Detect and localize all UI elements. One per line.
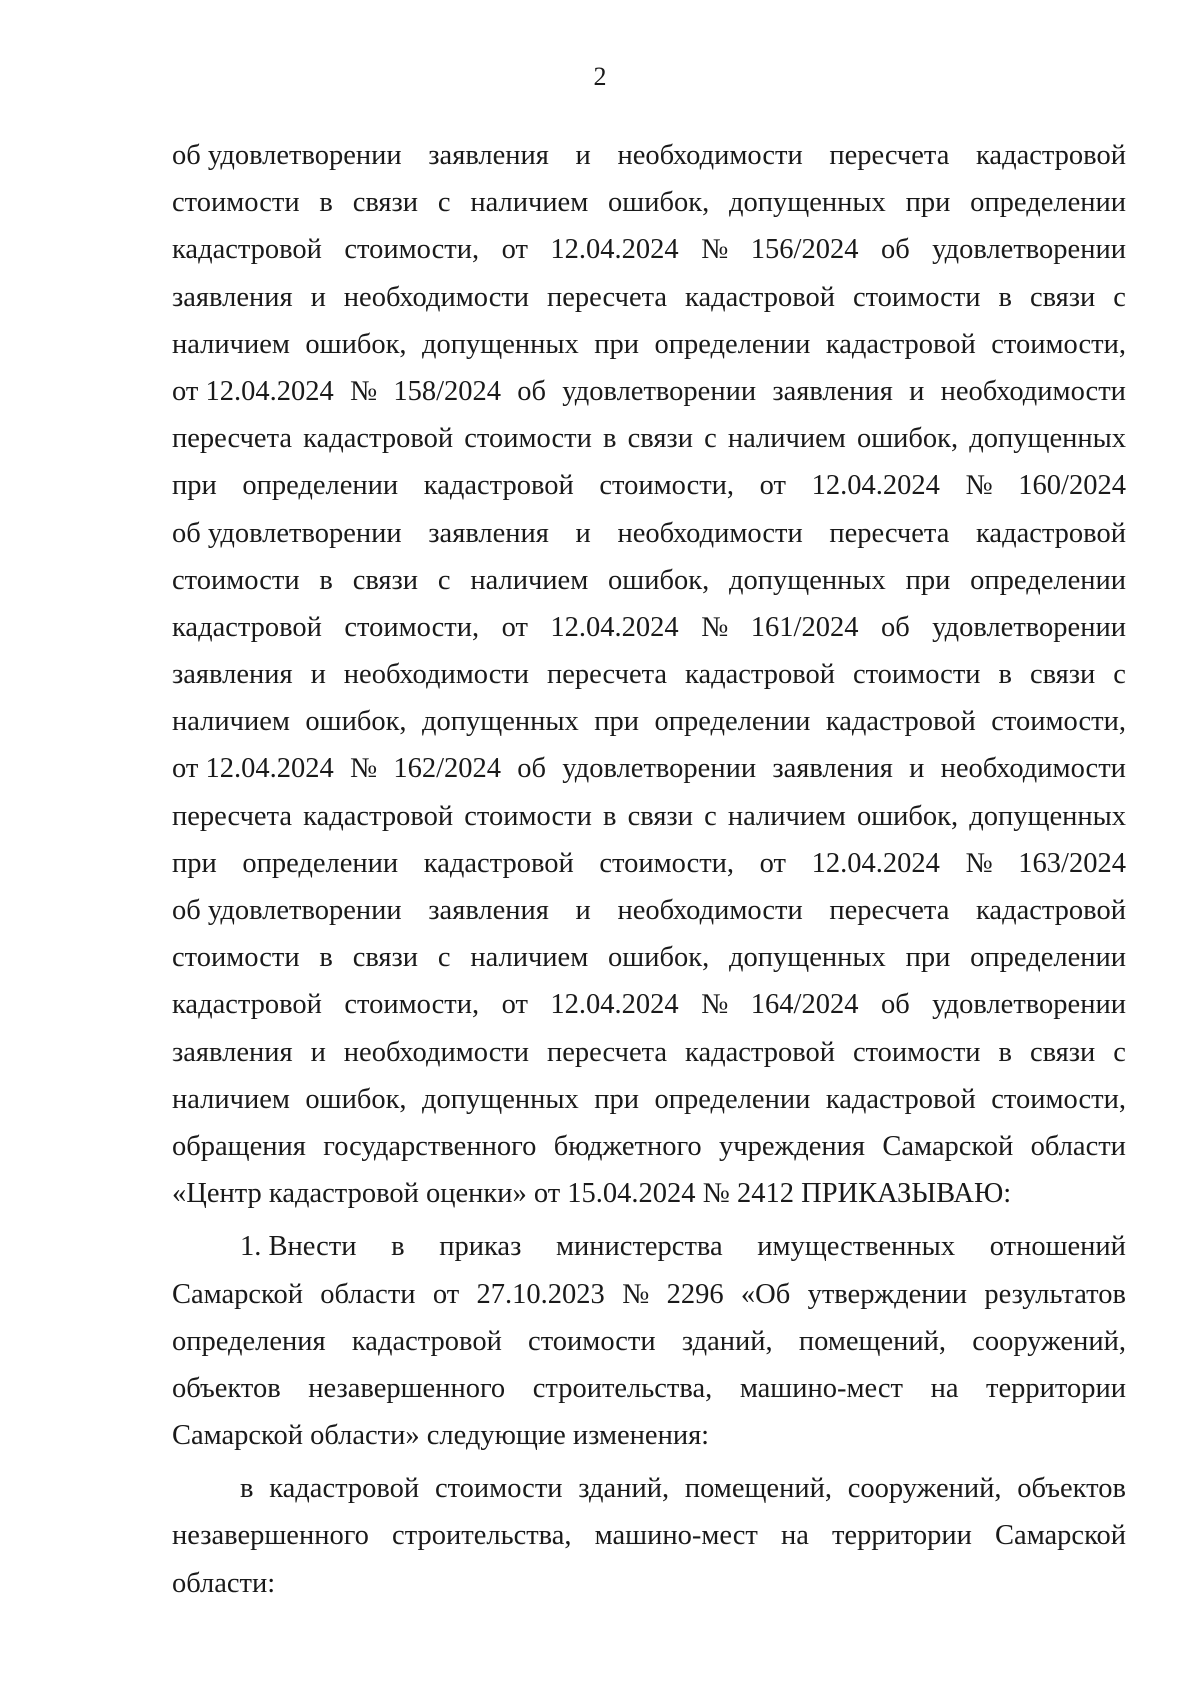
word: сооружений, <box>972 1325 1126 1357</box>
word: заявления <box>772 753 893 785</box>
word: № <box>349 375 378 407</box>
word: Самарской <box>172 1278 303 1310</box>
word: заявления <box>428 517 549 549</box>
word: в <box>998 281 1012 313</box>
text-line <box>172 698 1126 745</box>
word: в <box>602 800 617 832</box>
word: кадастровой <box>825 1083 976 1115</box>
page-number: 2 <box>593 62 607 91</box>
word: от <box>759 847 787 879</box>
word: об <box>517 375 547 407</box>
word: с <box>437 187 451 219</box>
word: № <box>965 847 993 879</box>
word: имущественных <box>757 1231 956 1263</box>
text-line <box>172 840 1126 887</box>
word: пересчета <box>547 659 668 691</box>
word: пересчета <box>172 423 293 455</box>
word: наличием <box>470 564 589 596</box>
paragraph-subsection <box>172 1465 1126 1607</box>
word: «Центр кадастровой оценки» от 15.04.2024 № 2412 ПРИКАЗЫВАЮ: <box>172 1178 1012 1210</box>
word: связи <box>352 187 419 219</box>
word: объектов <box>1017 1473 1126 1505</box>
word: определении <box>970 564 1126 596</box>
word: кадастровой <box>976 895 1126 926</box>
word: и <box>909 753 925 785</box>
word: заявления <box>172 281 293 313</box>
word: в <box>602 423 617 455</box>
word: в <box>998 1036 1012 1068</box>
word: стоимости <box>172 942 300 974</box>
word: от 12.04.2024 <box>172 375 334 407</box>
word: 162/2024 <box>393 753 502 785</box>
word: необходимости <box>343 1036 530 1068</box>
word: и <box>575 140 591 171</box>
word: стоимости, <box>599 847 735 879</box>
word: стоимости, <box>991 328 1126 360</box>
word: об удовлетворении <box>172 517 402 549</box>
text-line <box>172 1365 1126 1412</box>
word: наличием <box>172 328 290 360</box>
word: наличием <box>172 706 290 738</box>
word: с <box>704 423 717 455</box>
word: кадастровой <box>976 140 1126 171</box>
word: определении <box>654 328 811 360</box>
word: при <box>172 847 217 879</box>
word: при <box>905 564 951 596</box>
word: необходимости <box>343 281 530 313</box>
word: от <box>501 989 528 1021</box>
word: стоимости <box>852 1036 981 1068</box>
word: в <box>319 942 333 974</box>
word: с <box>437 942 451 974</box>
text-line <box>172 651 1126 698</box>
word: объектов <box>172 1372 281 1404</box>
word: с <box>1113 1036 1126 1068</box>
word: с <box>1113 281 1126 313</box>
word: при <box>172 470 217 502</box>
word: заявления <box>772 375 893 407</box>
word: удовлетворении <box>932 989 1126 1021</box>
word: кадастровой <box>303 800 454 832</box>
text-line <box>172 934 1126 981</box>
word: связи <box>352 564 419 596</box>
word: учреждения <box>719 1130 865 1162</box>
text-line <box>172 793 1126 840</box>
word: от <box>501 611 528 643</box>
word: зданий, <box>681 1325 773 1357</box>
word: связи <box>1029 1036 1096 1068</box>
word: допущенных <box>729 187 886 219</box>
word: стоимости <box>528 1325 656 1357</box>
word: результатов <box>984 1278 1126 1310</box>
word: при <box>905 942 951 974</box>
word: приказ <box>439 1231 522 1263</box>
text-line <box>172 1223 1126 1270</box>
word: стоимости, <box>344 234 480 266</box>
word: кадастровой <box>172 989 322 1021</box>
word: наличием <box>470 187 589 219</box>
word: утверждении <box>807 1278 968 1310</box>
word: связи <box>352 942 419 974</box>
word: с <box>437 564 451 596</box>
word: допущенных <box>969 423 1126 455</box>
word: ошибок, <box>856 423 959 455</box>
text-line <box>172 274 1126 321</box>
text-line <box>172 179 1126 226</box>
word: области <box>1030 1130 1126 1162</box>
word: об <box>880 611 910 643</box>
word: и <box>310 659 326 691</box>
word: кадастровой <box>423 847 574 879</box>
text-line <box>172 1318 1126 1365</box>
word: и <box>575 895 591 926</box>
word: пересчета <box>172 800 293 832</box>
text-line <box>172 1076 1126 1123</box>
word: 12.04.2024 <box>811 470 940 502</box>
word: стоимости, <box>991 1083 1126 1115</box>
word: допущенных <box>969 800 1126 832</box>
word: наличием <box>470 942 589 974</box>
word: 12.04.2024 <box>550 234 679 266</box>
text-line <box>172 745 1126 792</box>
word: удовлетворении <box>562 753 757 785</box>
word: кадастровой <box>172 611 322 643</box>
word: стоимости, <box>344 611 480 643</box>
word: об удовлетворении <box>172 140 402 171</box>
text-line <box>172 1560 1126 1607</box>
word: на <box>930 1372 959 1404</box>
text-line <box>172 321 1126 368</box>
word: и <box>310 281 326 313</box>
word: кадастровой <box>303 423 454 455</box>
word: ошибок, <box>856 800 959 832</box>
word: № <box>701 234 729 266</box>
word: 163/2024 <box>1018 847 1126 879</box>
word: № <box>701 611 729 643</box>
word: Самарской <box>995 1520 1126 1552</box>
word: кадастровой <box>351 1325 502 1357</box>
word: при <box>594 328 640 360</box>
word: стоимости <box>172 187 300 219</box>
word: от <box>759 470 787 502</box>
word: незавершенного <box>172 1520 369 1552</box>
word: № <box>622 1278 650 1310</box>
word: 12.04.2024 <box>550 989 679 1021</box>
text-line <box>172 462 1126 509</box>
word: определении <box>654 706 811 738</box>
word: незавершенного <box>308 1372 506 1404</box>
word: в <box>391 1231 405 1263</box>
word: определении <box>970 942 1126 974</box>
word: и <box>575 517 591 549</box>
word: кадастровой <box>423 470 574 502</box>
word: ошибок, <box>608 187 710 219</box>
word: 158/2024 <box>393 375 502 407</box>
word: наличием <box>172 1083 290 1115</box>
word: от 12.04.2024 <box>172 753 334 785</box>
word: допущенных <box>729 942 886 974</box>
paragraph-continuation <box>172 132 1126 1217</box>
word: обращения <box>172 1130 306 1162</box>
word: кадастровой <box>172 234 322 266</box>
word: при <box>905 187 951 219</box>
word: Самарской области» следующие изменения: <box>172 1420 710 1452</box>
word: стоимости, <box>991 706 1126 738</box>
word: Самарской <box>882 1130 1014 1162</box>
word: государственного <box>323 1130 537 1162</box>
word: кадастровой <box>825 706 976 738</box>
word: связи <box>1029 659 1096 691</box>
word: стоимости <box>852 281 981 313</box>
text-line <box>172 226 1126 273</box>
word: ошибок, <box>305 328 407 360</box>
word: 164/2024 <box>750 989 859 1021</box>
word: кадастровой <box>976 517 1126 549</box>
word: от <box>501 234 528 266</box>
paragraph-item-1 <box>172 1223 1126 1459</box>
word: 156/2024 <box>750 234 859 266</box>
word: об <box>517 753 547 785</box>
word: кадастровой <box>269 1473 420 1505</box>
word: территории <box>831 1520 972 1552</box>
text-line <box>172 132 1126 179</box>
word: об <box>880 234 910 266</box>
word: удовлетворении <box>932 234 1126 266</box>
word: помещений, <box>684 1473 832 1505</box>
word: ошибок, <box>305 706 407 738</box>
word: стоимости <box>172 564 300 596</box>
word: необходимости <box>617 517 803 549</box>
word: определения <box>172 1325 326 1357</box>
word: связи <box>1029 281 1096 313</box>
word: необходимости <box>617 895 803 926</box>
word: наличием <box>727 800 846 832</box>
word: наличием <box>727 423 846 455</box>
word: строительства, <box>392 1520 572 1552</box>
text-line <box>172 604 1126 651</box>
word: 2296 <box>666 1278 724 1310</box>
word: и <box>310 1036 326 1068</box>
word: в <box>998 659 1012 691</box>
word: удовлетворении <box>932 611 1126 643</box>
word: от <box>432 1278 460 1310</box>
word: допущенных <box>422 706 579 738</box>
word: 12.04.2024 <box>550 611 679 643</box>
word: в <box>240 1473 254 1505</box>
text-line <box>172 1271 1126 1318</box>
word: бюджетного <box>553 1130 702 1162</box>
word: стоимости <box>852 659 981 691</box>
text-line <box>172 415 1126 462</box>
word: машино-мест <box>594 1520 758 1552</box>
word: ошибок, <box>608 942 710 974</box>
document-body <box>172 132 1126 1607</box>
word: в <box>319 564 333 596</box>
word: заявления <box>428 895 549 926</box>
word: необходимости <box>617 140 803 171</box>
word: области: <box>172 1567 276 1599</box>
word: строительства, <box>532 1372 713 1404</box>
word: пересчета <box>829 517 950 549</box>
word: 27.10.2023 <box>476 1278 605 1310</box>
word: заявления <box>172 1036 293 1068</box>
word: помещений, <box>798 1325 946 1357</box>
word: 161/2024 <box>750 611 859 643</box>
word: заявления <box>428 140 549 171</box>
text-line <box>172 368 1126 415</box>
word: пересчета <box>547 281 668 313</box>
word: пересчета <box>829 895 950 926</box>
word: и <box>909 375 925 407</box>
word: пересчета <box>829 140 950 171</box>
word: отношений <box>989 1231 1126 1263</box>
word: кадастровой <box>685 659 835 691</box>
word: территории <box>986 1372 1126 1404</box>
word: при <box>594 706 640 738</box>
word: в <box>319 187 333 219</box>
text-line <box>172 1465 1126 1512</box>
word: допущенных <box>729 564 886 596</box>
word: допущенных <box>422 328 579 360</box>
word: зданий, <box>578 1473 670 1505</box>
word: машино-мест <box>739 1372 903 1404</box>
word: «Об <box>740 1278 791 1310</box>
text-line <box>172 981 1126 1028</box>
word: министерства <box>556 1231 723 1263</box>
text-line <box>172 1512 1126 1559</box>
word: стоимости <box>434 1473 563 1505</box>
word: стоимости, <box>599 470 735 502</box>
text-line <box>172 557 1126 604</box>
word: заявления <box>172 659 293 691</box>
word: определении <box>242 470 399 502</box>
word: об <box>880 989 910 1021</box>
text-line <box>172 1123 1126 1170</box>
word: определении <box>654 1083 811 1115</box>
word: необходимости <box>940 375 1126 407</box>
word: допущенных <box>422 1083 579 1115</box>
word: кадастровой <box>825 328 976 360</box>
word: на <box>780 1520 809 1552</box>
word: № <box>349 753 378 785</box>
word: с <box>704 800 717 832</box>
word: 160/2024 <box>1018 470 1126 502</box>
text-line <box>172 1412 1126 1459</box>
word: № <box>701 989 729 1021</box>
word: ошибок, <box>608 564 710 596</box>
word: об удовлетворении <box>172 895 402 926</box>
word: 1. Внести <box>240 1231 357 1263</box>
word: связи <box>627 800 693 832</box>
text-line <box>172 887 1126 934</box>
text-line <box>172 1029 1126 1076</box>
word: стоимости, <box>344 989 480 1021</box>
word: пересчета <box>547 1036 668 1068</box>
word: кадастровой <box>685 1036 835 1068</box>
word: необходимости <box>940 753 1126 785</box>
word: № <box>965 470 993 502</box>
text-line <box>172 1170 1126 1217</box>
word: определении <box>242 847 399 879</box>
word: сооружений, <box>847 1473 1002 1505</box>
word: стоимости <box>464 800 592 832</box>
word: необходимости <box>343 659 530 691</box>
word: определении <box>970 187 1126 219</box>
word: при <box>594 1083 640 1115</box>
word: связи <box>627 423 693 455</box>
word: кадастровой <box>685 281 835 313</box>
word: удовлетворении <box>562 375 757 407</box>
word: ошибок, <box>305 1083 407 1115</box>
text-line <box>172 510 1126 557</box>
word: 12.04.2024 <box>811 847 940 879</box>
word: области <box>320 1278 416 1310</box>
word: с <box>1113 659 1126 691</box>
word: стоимости <box>464 423 592 455</box>
